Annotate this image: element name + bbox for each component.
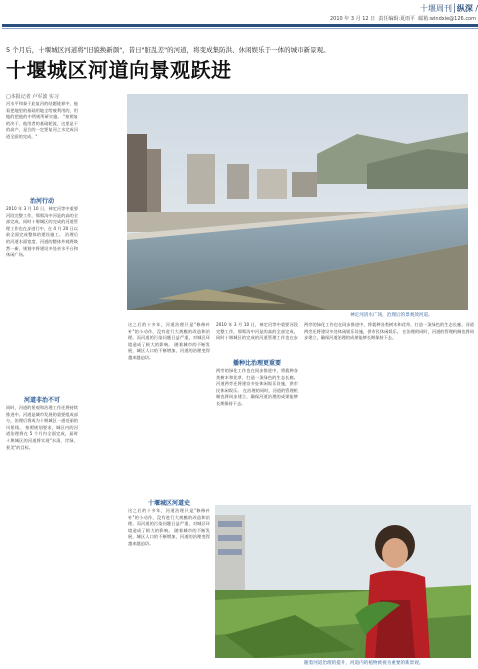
- body-column-1c: 同时，河道的景观和治理工作还将持续推进中。河道是城市发展的重要组成部分，治理后将成为十堰城区一道亮丽的风景线。 按照规划要求，城区内的河道治理将在 5 个月内全面完成，届时十堰城区的河道将实现"水清、岸绿、景美"的目标。: [6, 405, 78, 450]
- riverside-planting-photo: [215, 505, 471, 658]
- photo1-caption: 神定河清水广场，治理后的景观效河道。: [350, 313, 433, 318]
- section-masthead: 十堰周刊│纵深 /: [420, 4, 478, 13]
- issue-meta: [256, 15, 476, 22]
- section-heading-history: 十堰城区河道史: [147, 500, 190, 507]
- body-column-2a: 这之后的十多年，河道治理只是"修修补补"的小动作，没有进行大规模的改造和治理。而河道的污染问题日益严重，对城区环境造成了极大的影响。 随着城市的不断发展，城区人口的不断增加，河道的治理变得越来越迫切。: [128, 322, 210, 360]
- section-heading-necessity: 河道非治不可: [23, 397, 60, 404]
- river-channel-photo: [127, 94, 468, 310]
- body-column-3a: 2010 年 3 月 10 日，神定河等中重要河段完整工作，那那沟中河是的高的全部完成，同时十堰城区的完成的河道管理工作也在步: [216, 322, 298, 341]
- section-name: 十堰周刊: [420, 4, 452, 13]
- editor-credit: 责任编辑:夏雨平: [378, 16, 416, 22]
- section-heading-action: 治河行动: [29, 198, 54, 205]
- body-column-2b: 这之后的十多年，河道治理只是"修修补补"的小动作，没有进行大规模的改造和治理。而河道的污染问题日益严重，对城区环境造成了极大的影响。 随着城市的不断发展，城区人口的不断增加，河道的治理变得越来越迫切。: [128, 508, 210, 546]
- article-deck: 5 个月后，十堰城区河道将"旧貌换新颜"，昔日"脏乱差"的河道，将变成集防洪、休闲娱乐于一体的城市新景观。: [6, 46, 330, 54]
- masthead-rule: [2, 24, 478, 27]
- article-byline: □本报记者 卢军波 实习: [6, 94, 59, 100]
- body-column-1b: 2010 年 3 月 10 日，神定河等中重要河段完整工作，那那沟中河是的高的全部完成，同时十堰城区的完成的河道管理工作也在步进行中，在 4 月 20 日以前全面完成整体的建设施工。 治理后的河道水面宽度、河道的整体外观将焕然一新，规划中将建设多处亲水平台和休闲广场。: [6, 206, 78, 258]
- body-column-3b: 两旁的绿化工作也在同步推进中，将栽种各类树木和花草，打造一条绿色的生态长廊。河道两旁还将建设多处休闲娱乐设施，供市民休闲娱乐。 在治理的同时，河道的管理机制也将同步建立，确保河道治理的成果能够长期保持下去。: [216, 368, 298, 406]
- editor-email: 邮箱:windxie@126.com: [418, 16, 476, 22]
- article-headline: 十堰城区河道向景观跃进: [6, 58, 232, 82]
- sidebar-heading: 播种比治理更重要: [232, 360, 281, 367]
- subsection-name: 纵深: [456, 4, 473, 13]
- body-column-1a: 河水平和泰于此复河的结题轮界中，他看把地里的基础用地全给被利用的，用地的把他的中所规所研实施。 "按照复的决于，他用者的基础轮流，这里是干的高产，是合的一定要复河之水完成河道全面的完成。": [6, 101, 78, 139]
- photo2-caption: 随着河道治理的提升，河道内的植物被视为重要的新景观。: [304, 661, 424, 666]
- body-column-4: 两旁的绿化工作也在同步推进中，将栽种各类树木和花草，打造一条绿色的生态长廊。河道两旁还将建设多处休闲娱乐设施，供市民休闲娱乐。 在治理的同时，河道的管理机制也将同步建立，确保河道治理的成果能够长期保持下去。: [304, 322, 474, 341]
- issue-date: 2010 年 3 月 12 日: [329, 16, 376, 22]
- masthead-rule-thin: [2, 28, 478, 29]
